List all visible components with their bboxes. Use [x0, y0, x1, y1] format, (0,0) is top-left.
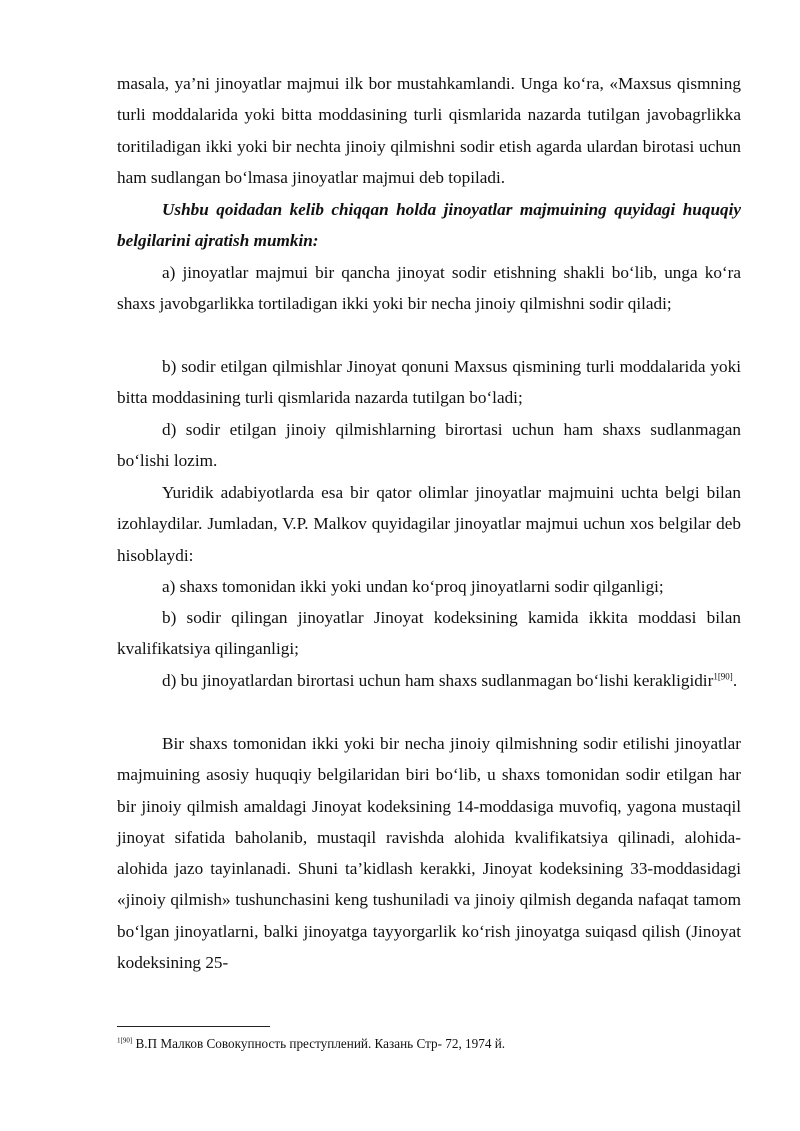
paragraph-malkov-d — [117, 665, 741, 696]
footnote — [117, 1036, 741, 1052]
footnote-text: В.П Малков Совокупность преступлений. Казань Стр- 72, 1974 й. — [132, 1036, 506, 1051]
paragraph-item-a: a) jinoyatlar majmui bir qancha jinoyat sodir etishning shakli bo‘lib, unga ko‘ra shaxs javobgarlikka tortiladigan ikki yoki bir necha jinoiy qilmishni sodir qiladi; — [117, 263, 741, 314]
paragraph-malkov-d-end: . — [732, 671, 738, 690]
paragraph-malkov-a: a) shaxs tomonidan ikki yoki undan ko‘proq jinoyatlarni sodir qilganligi; — [162, 577, 664, 596]
paragraph-main-body: Bir shaxs tomonidan ikki yoki bir necha jinoiy qilmishning sodir etilishi jinoyatlar majmuining asosiy huquqiy belgilaridan biri bo‘lib, u shaxs tomonidan sodir etilgan har bir jinoiy qilmish amaldagi Jinoyat kodeksining 14-moddasiga muvofiq, yagona mustaqil jinoyat sifatida baholanib, mustaqil ravishda alohida kvalifikatsiya qilinadi, alohida-alohida jazo tayinlanadi. Shuni ta’kidlash kerakki, Jinoyat kodeksining 33-moddasidagi «jinoiy qilmish» tushunchasini keng tushuniladi va jinoiy qilmish deganda nafaqat tamom bo‘lgan jinoyatlarni, balki jinoyatga tayyorgarlik ko‘rish jinoyatga suiqasd qilish (Jinoyat kodeksining 25- — [117, 734, 741, 973]
paragraph-item-b: b) sodir etilgan qilmishlar Jinoyat qonuni Maxsus qismining turli moddalarida yoki bitta moddasining turli qismlarida nazarda tutilgan bo‘ladi; — [117, 357, 741, 408]
footnote-reference[interactable]: 1[90] — [713, 671, 733, 682]
footnote-marker: 1[90] — [117, 1036, 133, 1045]
paragraph-malkov-d-text: d) bu jinoyatlardan birortasi uchun ham shaxs sudlanmagan bo‘lishi kerakligidir — [162, 671, 714, 690]
footnote-divider — [117, 1026, 270, 1027]
paragraph-heading-bold-italic: Ushbu qoidadan kelib chiqqan holda jinoyatlar majmuining quyidagi huquqiy belgilarini ajratish mumkin: — [117, 200, 741, 251]
paragraph-1: masala, ya’ni jinoyatlar majmui ilk bor mustahkamlandi. Unga ko‘ra, «Maxsus qismning turli moddalarida yoki bitta moddasining turli qismlarida nazarda tutilgan javobagrlikka toritiladigan ikki yoki bir nechta jinoiy qilmishni sodir etish agarda ulardan birotasi uchun ham sudlangan bo‘lmasa jinoyatlar majmui deb topiladi. — [117, 74, 741, 187]
paragraph-malkov-b: b) sodir qilingan jinoyatlar Jinoyat kodeksining kamida ikkita moddasi bilan kvalifikatsiya qilinganligi; — [117, 608, 741, 659]
paragraph-malkov-intro: Yuridik adabiyotlarda esa bir qator olimlar jinoyatlar majmuini uchta belgi bilan izohlaydilar. Jumladan, V.P. Malkov quyidagilar jinoyatlar majmui uchun xos belgilar deb hisoblaydi: — [117, 483, 741, 565]
paragraph-item-d: d) sodir etilgan jinoiy qilmishlarning birortasi uchun ham shaxs sudlanmagan bo‘lishi lozim. — [117, 420, 741, 471]
